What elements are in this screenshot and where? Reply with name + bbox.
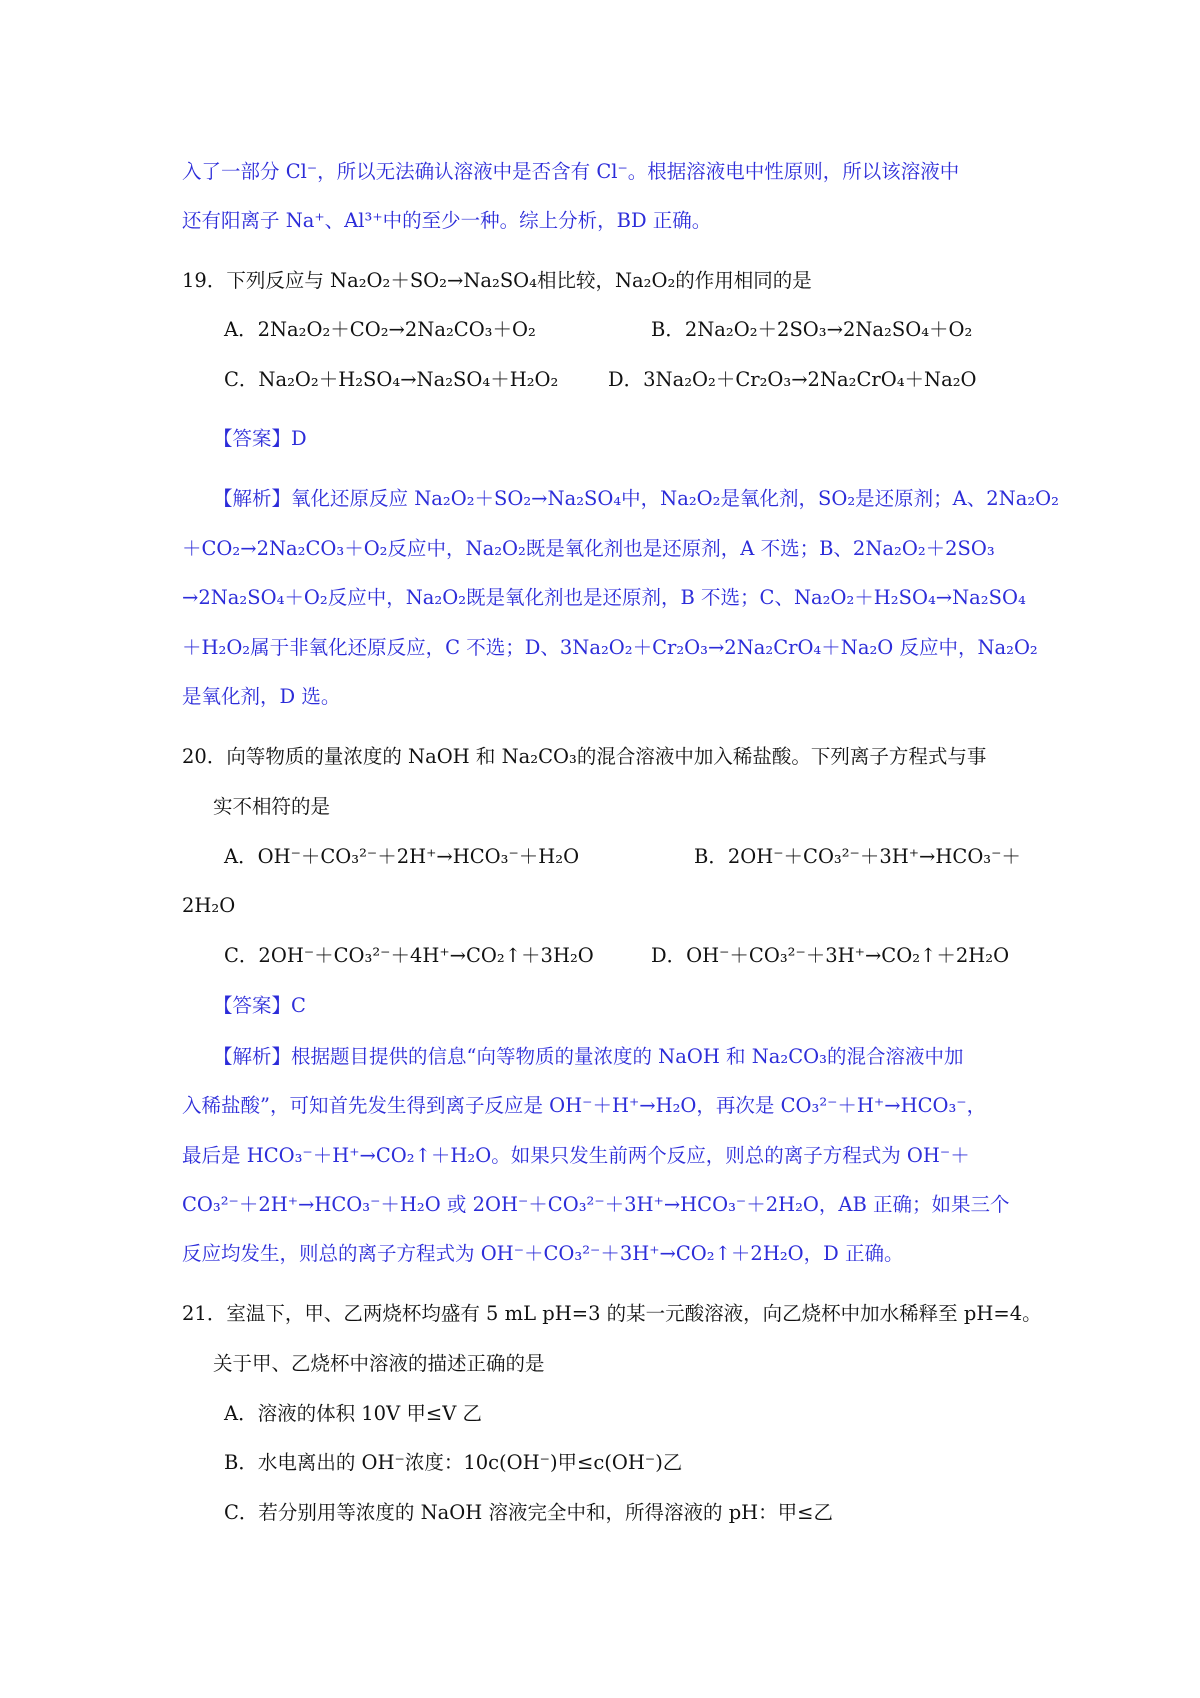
q19-analysis-line-3 [182,588,1025,608]
q20-analysis-text: 【解析】根据题目提供的信息“向等物质的量浓度的 NaOH 和 Na₂CO₃的混合溶液中加 [213,1045,964,1068]
q20-option-a: A．OH⁻＋CO₃²⁻＋2H⁺→HCO₃⁻＋H₂O [224,845,580,868]
q20-analysis-line-3 [182,1146,1025,1166]
q19-analysis-line-4 [182,636,1038,659]
q21-option-b: B．水电离出的 OH⁻浓度：10c(OH⁻)甲≤c(OH⁻)乙 [224,1451,683,1474]
q19-analysis-line-5: 是氧化剂，D 选。 [182,685,341,708]
q19-option-b: B．2Na₂O₂＋2SO₃→2Na₂SO₄＋O₂ [651,318,973,341]
q19-option-a: A．2Na₂O₂＋CO₂→2Na₂CO₃＋O₂ [224,318,536,341]
q21-stem-line-1 [182,1302,1042,1325]
q21-option-a: A．溶液的体积 10V 甲≤V 乙 [224,1402,482,1425]
q19-analysis-line-2 [182,539,1010,559]
q19-option-d: D．3Na₂O₂＋Cr₂O₃→2Na₂CrO₄＋Na₂O [608,368,977,391]
q20-option-b: B．2OH⁻＋CO₃²⁻＋3H⁺→HCO₃⁻＋ [694,845,1021,868]
q20-analysis-line-4 [182,1195,1025,1215]
q19-option-c: C．Na₂O₂＋H₂SO₄→Na₂SO₄＋H₂O₂ [224,368,559,391]
q20-analysis-line-2 [182,1096,1025,1116]
q19-stem: 19．下列反应与 Na₂O₂＋SO₂→Na₂SO₄相比较，Na₂O₂的作用相同的是 [182,269,812,292]
q20-analysis-text: 最后是 HCO₃⁻＋H⁺→CO₂↑＋H₂O。如果只发生前两个反应，则总的离子方程式为 OH⁻＋ [182,1144,970,1167]
q20-analysis-line-1 [213,1047,1025,1067]
q20-option-b-continued: 2H₂O [182,894,236,917]
q21-stem-text: 21．室温下，甲、乙两烧杯均盛有 5 mL pH=3 的某一元酸溶液，向乙烧杯中加水稀释至 pH=4。 [182,1302,1042,1325]
q20-option-c: C．2OH⁻＋CO₃²⁻＋4H⁺→CO₂↑＋3H₂O [224,944,594,967]
q20-answer: 【答案】C [213,994,306,1017]
q19-analysis-text: ＋CO₂→2Na₂CO₃＋O₂反应中，Na₂O₂既是氧化剂也是还原剂，A 不选；B、2Na₂O₂＋2SO₃ [182,537,995,560]
q20-stem-text: 20．向等物质的量浓度的 NaOH 和 Na₂CO₃的混合溶液中加入稀盐酸。下列离子方程式与事 [182,745,987,768]
q19-analysis-text: 【解析】氧化还原反应 Na₂O₂＋SO₂→Na₂SO₄中，Na₂O₂是氧化剂，SO₂是还原剂；A、2Na₂O₂ [213,487,1059,510]
q20-analysis-line-5: 反应均发生，则总的离子方程式为 OH⁻＋CO₃²⁻＋3H⁺→CO₂↑＋2H₂O，D 正确。 [182,1242,904,1265]
q19-analysis-text: →2Na₂SO₄＋O₂反应中，Na₂O₂既是氧化剂也是还原剂，B 不选；C、Na₂O₂＋H₂SO₄→Na₂SO₄ [182,586,1026,609]
q21-stem-line-2: 关于甲、乙烧杯中溶液的描述正确的是 [213,1352,545,1375]
q20-analysis-text: CO₃²⁻＋2H⁺→HCO₃⁻＋H₂O 或 2OH⁻＋CO₃²⁻＋3H⁺→HCO₃⁻＋2H₂O，AB 正确；如果三个 [182,1193,1010,1216]
q20-stem-line-1 [182,747,1025,767]
q21-option-c: C．若分别用等浓度的 NaOH 溶液完全中和，所得溶液的 pH：甲≤乙 [224,1501,834,1524]
q20-option-d: D．OH⁻＋CO₃²⁻＋3H⁺→CO₂↑＋2H₂O [651,944,1010,967]
q19-answer: 【答案】D [213,427,307,450]
q19-analysis-line-1 [213,487,1059,510]
q20-stem-line-2: 实不相符的是 [213,795,331,818]
q19-analysis-text: ＋H₂O₂属于非氧化还原反应，C 不选；D、3Na₂O₂＋Cr₂O₃→2Na₂CrO₄＋Na₂O 反应中，Na₂O₂ [182,636,1038,659]
prev-explanation-line-2: 还有阳离子 Na⁺、Al³⁺中的至少一种。综上分析，BD 正确。 [182,209,712,232]
q20-analysis-text: 入稀盐酸”，可知首先发生得到离子反应是 OH⁻＋H⁺→H₂O，再次是 CO₃²⁻＋H⁺→HCO₃⁻， [182,1094,987,1117]
prev-explanation-text: 入了一部分 Cl⁻，所以无法确认溶液中是否含有 Cl⁻。根据溶液电中性原则，所以该溶液中 [182,160,960,183]
prev-explanation-line-1 [182,162,1025,182]
